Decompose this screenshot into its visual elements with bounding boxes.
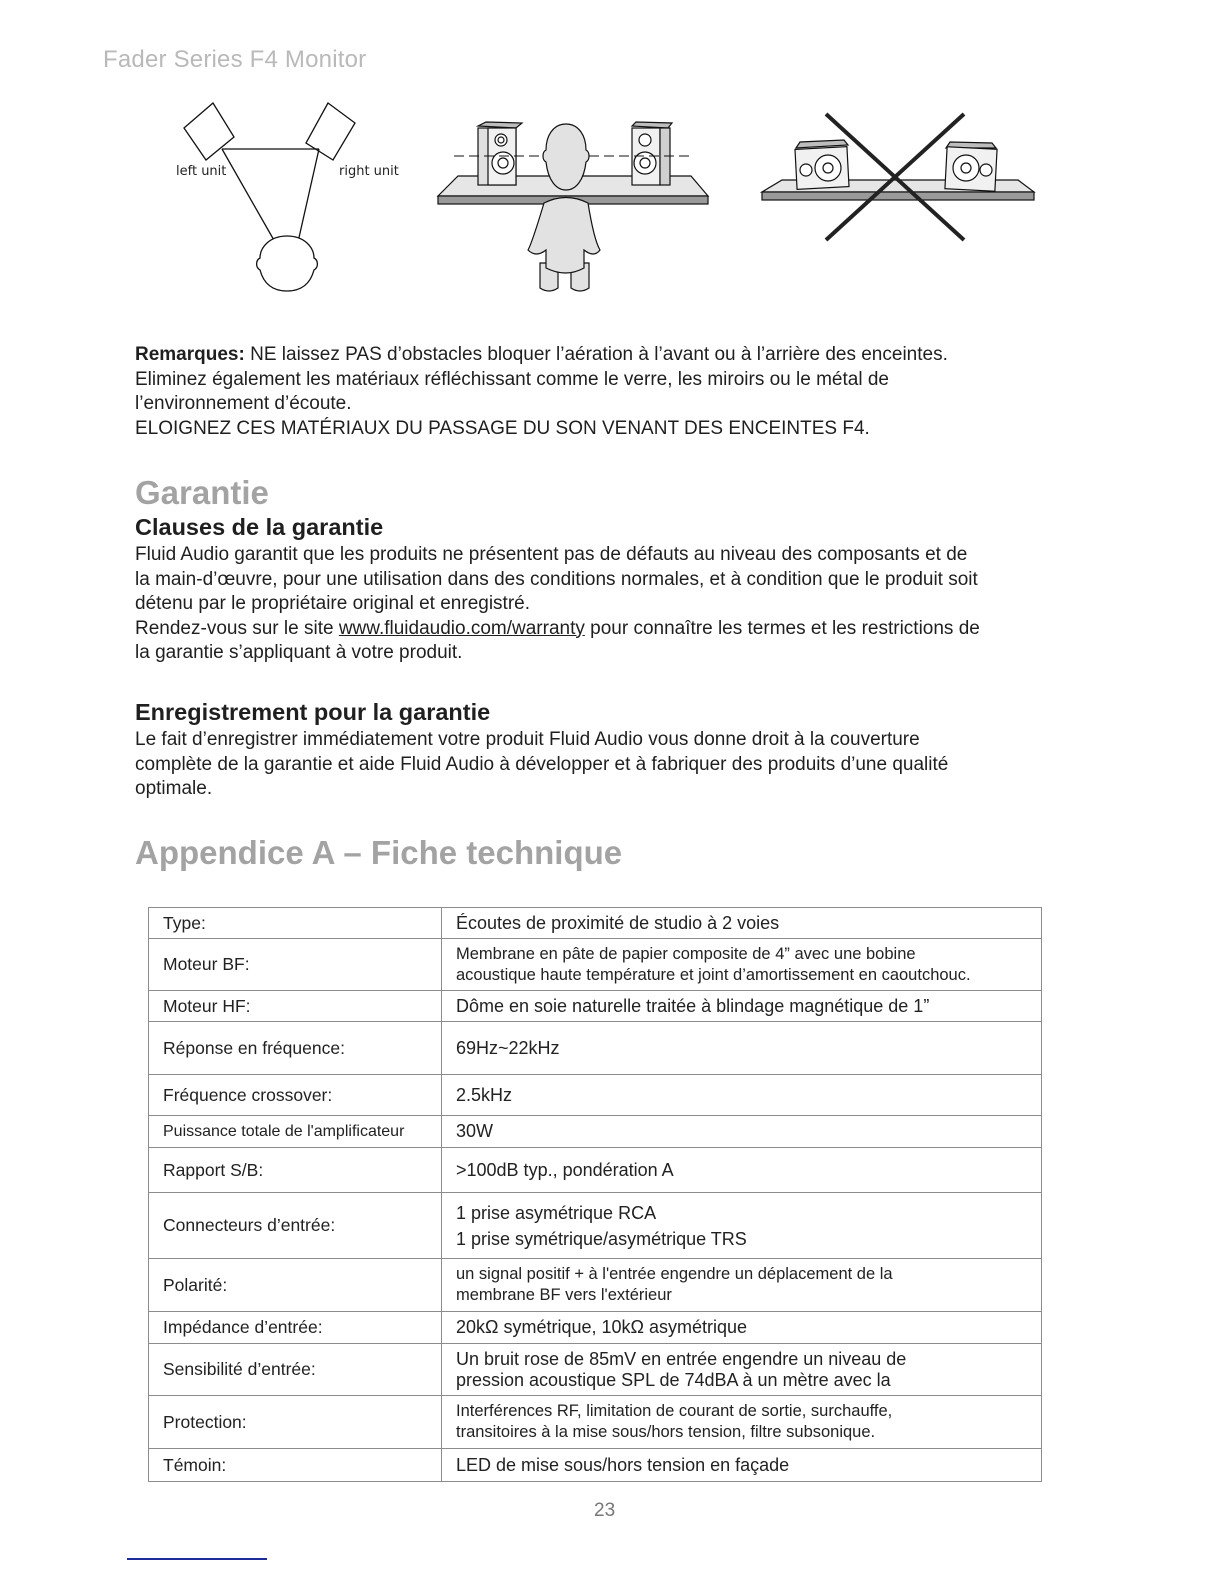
subsection-title-clauses: Clauses de la garantie <box>135 514 384 540</box>
spec-label: Protection: <box>149 1396 442 1449</box>
spec-value-line: >100dB typ., pondération A <box>456 1159 674 1180</box>
stereo-triangle-diagram <box>150 95 430 300</box>
spec-value-line: Écoutes de proximité de studio à 2 voies <box>456 912 780 933</box>
spec-label: Fréquence crossover: <box>149 1075 442 1116</box>
listener-head-icon <box>257 236 318 291</box>
spec-row <box>149 1148 1042 1193</box>
spec-value-line: 30W <box>456 1121 494 1141</box>
section-title-garantie: Garantie <box>135 474 269 511</box>
spec-value <box>442 1312 1042 1344</box>
spec-value-line: 1 prise symétrique/asymétrique TRS <box>456 1228 747 1249</box>
running-header: Fader Series F4 Monitor <box>103 46 367 73</box>
subsection-title-registration: Enregistrement pour la garantie <box>135 699 491 725</box>
spec-value <box>442 1148 1042 1193</box>
spec-row <box>149 991 1042 1022</box>
spec-value-line: Dôme en soie naturelle traitée à blindage magnétique de 1” <box>456 995 930 1016</box>
spec-value <box>442 1344 1042 1396</box>
spec-row <box>149 1396 1042 1449</box>
desk-front <box>762 192 1034 200</box>
spec-value-line: pression acoustique SPL de 74dBA à un mètre avec la <box>456 1369 891 1390</box>
right-speaker-icon <box>306 103 355 160</box>
correct-placement-diagram <box>436 118 716 293</box>
section-title-appendix: Appendice A – Fiche technique <box>135 834 623 871</box>
spec-value-line: transitoires à la mise sous/hors tension, filtre subsonique. <box>456 1423 876 1441</box>
spec-label: Puissance totale de l'amplificateur <box>149 1116 442 1148</box>
spec-value-line: un signal positif + à l'entrée engendre un déplacement de la <box>456 1265 893 1283</box>
spec-row <box>149 939 1042 991</box>
spec-value-line: membrane BF vers l'extérieur <box>456 1286 672 1304</box>
spec-row <box>149 1022 1042 1075</box>
spec-row <box>149 1193 1042 1259</box>
clauses-paragraph: Fluid Audio garantit que les produits ne présentent pas de défauts au niveau des composants et de la main-d’œuvre, pour une utilisation dans des conditions normales, et à condition que le produit soit détenu par le propriétaire original et enregistré. Rendez-vous sur le site www.fluidaudio.com/warranty pour connaître les termes et les restrictions de la garantie s’appliquant à votre produit. <box>135 544 980 663</box>
listener-person-icon <box>528 124 600 291</box>
left-speaker-sideways-icon <box>795 140 849 189</box>
remarks-label: Remarques: <box>135 344 245 365</box>
spec-value <box>442 939 1042 991</box>
spec-label: Rapport S/B: <box>149 1148 442 1193</box>
footer-rule <box>127 1558 267 1560</box>
registration-paragraph: Le fait d’enregistrer immédiatement votre produit Fluid Audio vous donne droit à la couverture complète de la garantie et aide Fluid Audio à développer et à fabriquer des produits d’une qualité optimale. <box>135 729 949 799</box>
spec-value <box>442 908 1042 939</box>
spec-label: Moteur HF: <box>149 991 442 1022</box>
spec-label: Polarité: <box>149 1259 442 1312</box>
right-speaker-icon <box>632 122 672 185</box>
spec-label: Témoin: <box>149 1449 442 1482</box>
spec-row <box>149 1312 1042 1344</box>
left-speaker-icon <box>184 103 234 160</box>
spec-row <box>149 1075 1042 1116</box>
spec-value-line: 69Hz~22kHz <box>456 1037 560 1058</box>
right-speaker-sideways-icon <box>945 142 997 191</box>
incorrect-placement-diagram <box>760 112 1040 247</box>
spec-row <box>149 1259 1042 1312</box>
spec-value-line: LED de mise sous/hors tension en façade <box>456 1454 790 1475</box>
spec-row <box>149 1449 1042 1482</box>
spec-value-line: Membrane en pâte de papier composite de 4” avec une bobine <box>456 944 916 963</box>
spec-label: Type: <box>149 908 442 939</box>
spec-value-line: 2.5kHz <box>456 1084 513 1105</box>
spec-value <box>442 1022 1042 1075</box>
spec-label: Impédance d’entrée: <box>149 1312 442 1344</box>
spec-value-line: acoustique haute température et joint d’amortissement en caoutchouc. <box>456 965 971 984</box>
spec-value <box>442 1075 1042 1116</box>
left-speaker-icon <box>478 122 522 185</box>
warranty-link[interactable]: www.fluidaudio.com/warranty <box>338 617 585 639</box>
spec-value-line: Interférences RF, limitation de courant de sortie, surchauffe, <box>456 1402 893 1420</box>
spec-value <box>442 1396 1042 1449</box>
spec-value-line: 1 prise asymétrique RCA <box>456 1202 657 1223</box>
spec-value <box>442 1116 1042 1148</box>
spec-row <box>149 908 1042 939</box>
spec-value <box>442 1259 1042 1312</box>
right-unit-label: right unit <box>339 164 399 179</box>
spec-row <box>149 1344 1042 1396</box>
spec-table <box>148 907 1042 1482</box>
page-number: 23 <box>594 1500 616 1521</box>
spec-value <box>442 1449 1042 1482</box>
left-unit-label: left unit <box>176 164 227 179</box>
spec-value <box>442 1193 1042 1259</box>
spec-value-line: 20kΩ symétrique, 10kΩ asymétrique <box>456 1317 748 1337</box>
spec-label: Réponse en fréquence: <box>149 1022 442 1075</box>
remarks-paragraph: Remarques: NE laissez PAS d’obstacles bloquer l’aération à l’avant ou à l’arrière des enceintes. Eliminez également les matériaux réfléchissant comme le verre, les miroirs ou le métal de l’environnement d’écoute. ELOIGNEZ CES MATÉRIAUX DU PASSAGE DU SON VENANT DES ENCEINTES F4. <box>135 344 948 439</box>
spec-label: Connecteurs d’entrée: <box>149 1193 442 1259</box>
spec-label: Sensibilité d’entrée: <box>149 1344 442 1396</box>
spec-label: Moteur BF: <box>149 939 442 991</box>
spec-value <box>442 991 1042 1022</box>
spec-value-line: Un bruit rose de 85mV en entrée engendre un niveau de <box>456 1348 907 1369</box>
spec-row <box>149 1116 1042 1148</box>
